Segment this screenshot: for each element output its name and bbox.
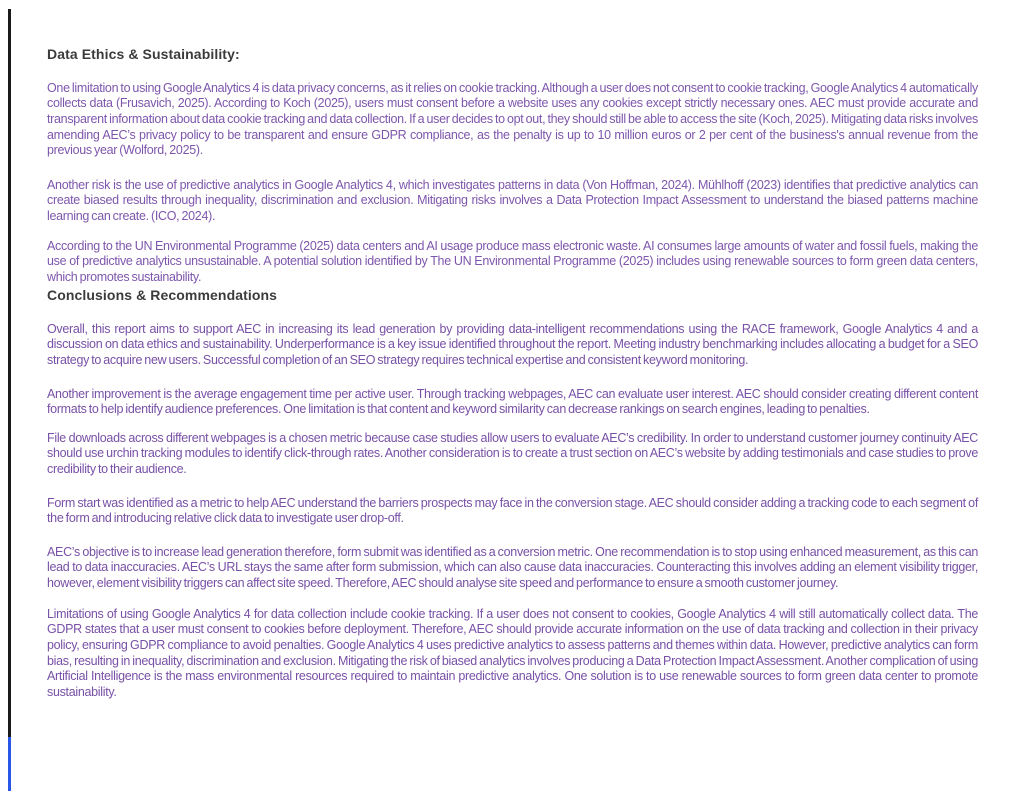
paragraph: Form start was identified as a metric to help AEC understand the barriers prospects may face in the conversion stage. AEC should consider adding a tracking code to each segment of the form and introducing relative click data to investigate user drop-off. — [47, 495, 978, 526]
section-heading-conclusions: Conclusions & Recommendations — [47, 287, 278, 303]
left-edge-black-bar — [8, 9, 11, 737]
paragraph: Another improvement is the average engagement time per active user. Through tracking webpages, AEC can evaluate user interest. AEC should consider creating different content formats to help identify audience preferences. One limitation is that content and keyword similarity can decrease rankings on search engines, leading to penalties. — [47, 386, 978, 417]
paragraph: According to the UN Environmental Programme (2025) data centers and AI usage produce mass electronic waste. AI consumes large amounts of water and fossil fuels, making the use of predictive analytics unsustainable. A potential solution identified by The UN Environmental Programme (2025) includes using renewable sources to form green data centers, which promotes sustainability. — [47, 238, 978, 284]
paragraph: Limitations of using Google Analytics 4 for data collection include cookie tracking. If a user does not consent to cookies, Google Analytics 4 will still automatically collect data. The GDPR states that a user must consent to cookies before deployment. Therefore, AEC should provide accurate information on the use of data tracking and collection in their privacy policy, ensuring GDPR compliance to avoid penalties. Google Analytics 4 uses predictive analytics to assess patterns and themes within data. However, predictive analytics can form bias, resulting in inequality, discrimination and exclusion. Mitigating the risk of biased analytics involves producing a Data Protection Impact Assessment. Another complication of using Artificial Intelligence is the mass environmental resources required to maintain predictive analytics. One solution is to use renewable sources to form green data center to promote sustainability. — [47, 606, 978, 700]
paragraph: AEC’s objective is to increase lead generation therefore, form submit was identified as a conversion metric. One recommendation is to stop using enhanced measurement, as this can lead to data inaccuracies. AEC’s URL stays the same after form submission, which can also cause data inaccuracies. Counteracting this involves adding an element visibility trigger, however, element visibility triggers can affect site speed. Therefore, AEC should analyse site speed and performance to ensure a smooth customer journey. — [47, 544, 978, 590]
section-heading-data-ethics: Data Ethics & Sustainability: — [47, 46, 240, 62]
paragraph: File downloads across different webpages is a chosen metric because case studies allow users to evaluate AEC’s credibility. In order to understand customer journey continuity AEC should use urchin tracking modules to identify click-through rates. Another consideration is to create a trust section on AEC’s website by adding testimonials and case studies to prove credibility to their audience. — [47, 430, 978, 476]
left-edge-blue-bar — [8, 737, 11, 791]
document-content — [47, 0, 978, 791]
paragraph: Overall, this report aims to support AEC in increasing its lead generation by providing data-intelligent recommendations using the RACE framework, Google Analytics 4 and a discussion on data ethics and sustainability. Underperformance is a key issue identified throughout the report. Meeting industry benchmarking includes allocating a budget for a SEO strategy to acquire new users. Successful completion of an SEO strategy requires technical expertise and consistent keyword monitoring. — [47, 321, 978, 367]
paragraph: One limitation to using Google Analytics 4 is data privacy concerns, as it relies on cookie tracking. Although a user does not consent to cookie tracking, Google Analytics 4 automatically collects data (Frusavich, 2025). According to Koch (2025), users must consent before a website uses any cookies except strictly necessary ones. AEC must provide accurate and transparent information about data cookie tracking and data collection. If a user decides to opt out, they should still be able to access the site (Koch, 2025). Mitigating data risks involves amending AEC’s privacy policy to be transparent and ensure GDPR compliance, as the penalty is up to 10 million euros or 2 per cent of the business's annual revenue from the previous year (Wolford, 2025). — [47, 80, 978, 158]
paragraph: Another risk is the use of predictive analytics in Google Analytics 4, which investigates patterns in data (Von Hoffman, 2024). Mühlhoff (2023) identifies that predictive analytics can create biased results through inequality, discrimination and exclusion. Mitigating risks involves a Data Protection Impact Assessment to understand the biased patterns machine learning can create. (ICO, 2024). — [47, 177, 978, 223]
